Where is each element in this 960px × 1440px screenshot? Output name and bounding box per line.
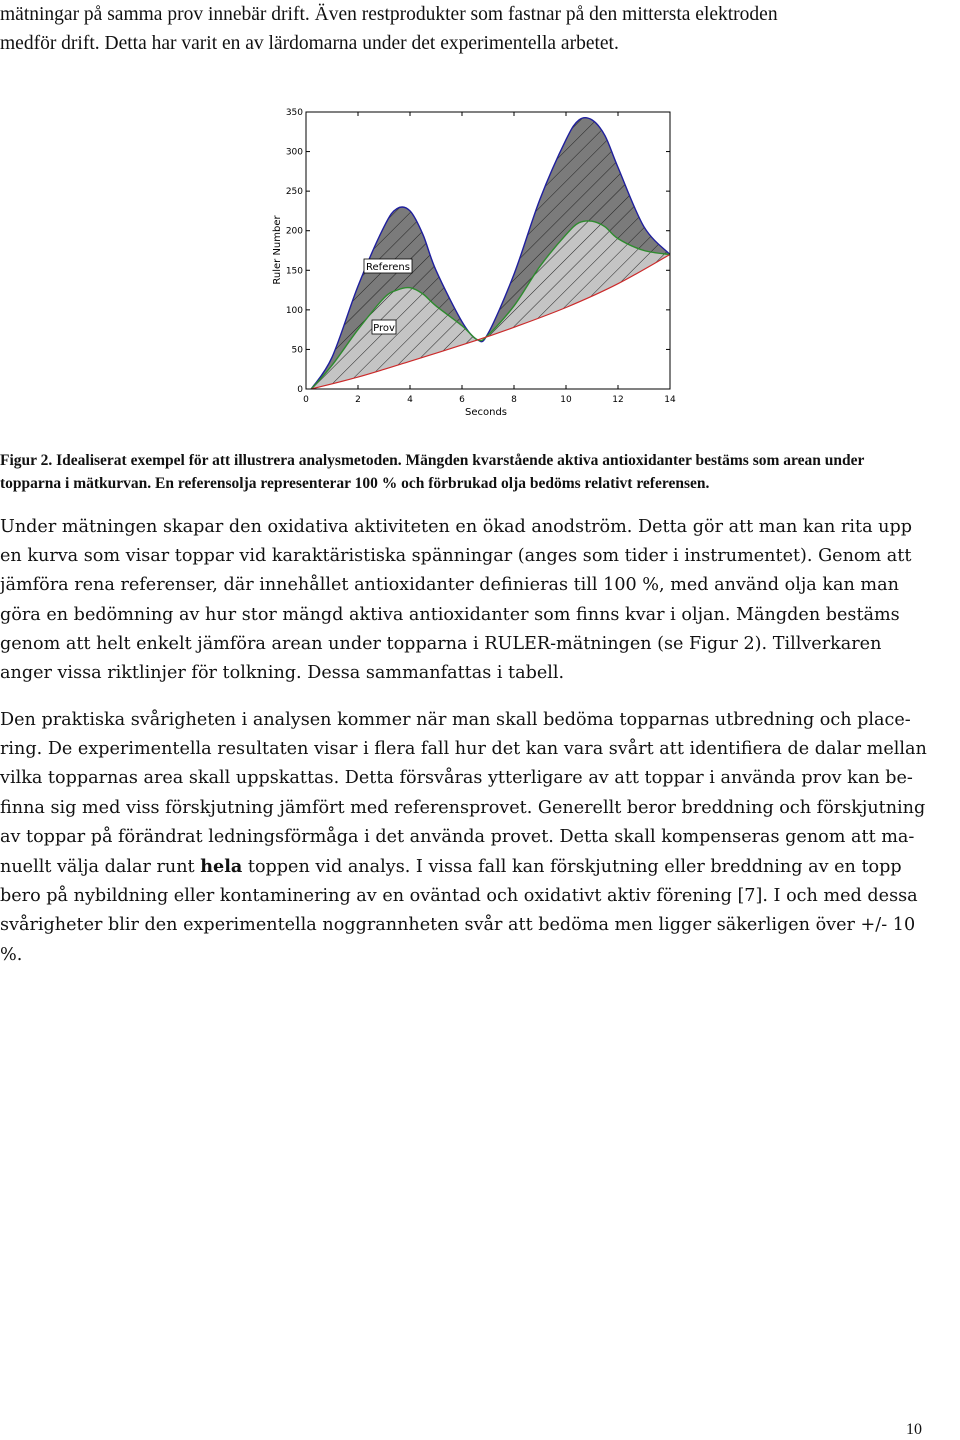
text-line: anger vissa riktlinjer för tolkning. Dessa sammanfattas i tabell. [0, 663, 565, 684]
y-tick-label: 100 [285, 305, 303, 316]
text-line: bero på nybildning eller kontaminering av en oväntad och oxidativt aktiv förening [7]. I och med dessa [0, 886, 918, 907]
x-axis-label: Seconds [464, 407, 508, 418]
page-number: 10 [906, 1421, 922, 1438]
caption-line: Figur 2. Idealiserat exempel för att illustrera analysmetoden. Mängden kvarstående aktiva antioxidanter bestäms som arean under [0, 452, 865, 469]
text-line: Den praktiska svårigheten i analysen kommer när man skall bedöma topparnas utbredning och place- [0, 710, 911, 730]
x-tick-label: 14 [664, 395, 676, 405]
x-tick-label: 12 [612, 395, 624, 405]
text-line: genom att helt enkelt jämföra arean under topparna i RULER-mätningen (se Figur 2). Tillverkaren [0, 633, 882, 654]
text-line: %. [0, 944, 23, 965]
referens-label: Referens [366, 262, 410, 273]
x-tick-label: 2 [355, 395, 361, 405]
text-line: finna sig med viss förskjutning jämfört med referensprovet. Generellt beror breddning och förskjutning [0, 797, 926, 818]
text-line: jämföra rena referenser, där innehållet antioxidanter definieras till 100 %, med använd olja kan man [0, 575, 899, 596]
text-line: ring. De experimentella resultaten visar i flera fall hur det kan vara svårt att identifiera de dalar mellan [0, 739, 927, 760]
text-run: nuellt välja dalar runt [0, 857, 201, 878]
x-tick-label: 8 [511, 395, 517, 405]
text-run: toppen vid analys. I vissa fall kan förskjutning eller breddning av en topp [242, 857, 902, 878]
y-tick-label: 350 [285, 108, 303, 118]
text-line: av toppar på förändrat ledningsförmåga i det använda provet. Detta skall kompenseras genom att ma- [0, 826, 915, 847]
ruler-chart [260, 98, 680, 426]
text-line: en kurva som visar toppar vid karaktäristiska spänningar (anges som tider i instrumentet). Genom att [0, 546, 912, 567]
intro-paragraph [0, 0, 960, 58]
intro-line: mätningar på samma prov innebär drift. Även restprodukter som fastnar på den mittersta elektroden [0, 4, 778, 25]
x-tick-label: 6 [459, 395, 465, 405]
x-tick-label: 0 [303, 395, 309, 405]
text-line: vilka topparnas area skall uppskattas. Detta försvåras ytterligare av att toppar i använda prov kan be- [0, 768, 913, 789]
text-line: göra en bedömning av hur stor mängd aktiva antioxidanter som finns kvar i oljan. Mängden bestäms [0, 604, 900, 625]
x-tick-label: 4 [407, 395, 413, 405]
text-line [0, 852, 960, 882]
text-line: Under mätningen skapar den oxidativa aktiviteten en ökad anodström. Detta gör att man kan rita upp [0, 517, 913, 537]
prov-annotation [372, 320, 396, 334]
prov-label: Prov [373, 323, 395, 334]
x-tick-label: 10 [560, 395, 572, 405]
y-tick-label: 250 [285, 187, 303, 198]
referens-annotation [364, 259, 412, 273]
body-paragraph-1 [0, 513, 960, 688]
y-axis-label: Ruler Number [272, 215, 283, 285]
y-tick-label: 150 [285, 266, 303, 277]
body-paragraph-2 [0, 706, 960, 970]
caption-line: topparna i mätkurvan. En referensolja representerar 100 % och förbrukad olja bedöms relativt referensen. [0, 474, 710, 492]
figure-caption [0, 450, 960, 495]
y-tick-label: 200 [285, 226, 303, 237]
y-tick-label: 50 [291, 345, 303, 356]
intro-line: medför drift. Detta har varit en av lärdomarna under det experimentella arbetet. [0, 33, 619, 54]
bold-word: hela [200, 856, 243, 878]
text-line: svårigheter blir den experimentella noggrannheten svår att bedöma men ligger säkerligen över +/- 10 [0, 915, 916, 936]
y-tick-label: 300 [285, 147, 303, 158]
y-tick-label: 0 [297, 385, 303, 395]
